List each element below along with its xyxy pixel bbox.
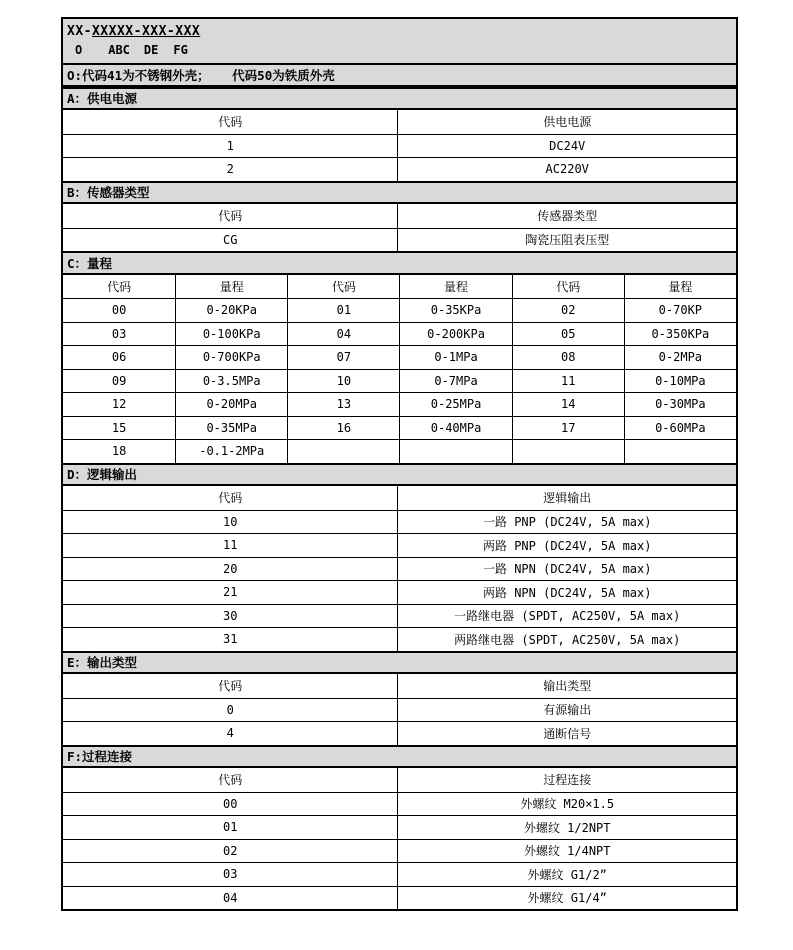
section-d-table <box>63 486 736 651</box>
data-cell: -0.1-2MPa <box>175 440 287 463</box>
data-cell: 0-40MPa <box>399 417 511 440</box>
data-cell: 4 <box>226 726 234 741</box>
code-letter-o: O <box>75 43 83 57</box>
section-c-range <box>63 251 736 463</box>
table-row <box>63 698 736 722</box>
header-cell: 量程 <box>399 275 511 299</box>
data-cell: 0-30MPa <box>624 393 736 416</box>
data-cell: 04 <box>287 323 399 346</box>
section-e-table <box>63 674 736 745</box>
data-cell: 0-10MPa <box>624 370 736 393</box>
data-cell: 0-20KPa <box>175 299 287 322</box>
data-cell: 两路 NPN (DC24V, 5A max) <box>397 581 736 604</box>
table-row <box>63 886 736 910</box>
table-row <box>63 228 736 252</box>
data-cell: CG <box>223 232 238 247</box>
model-code <box>67 23 736 41</box>
data-cell: 陶瓷压阻表压型 <box>397 229 736 252</box>
data-cell: 18 <box>111 444 127 459</box>
table-row <box>63 510 736 534</box>
table-row <box>63 839 736 863</box>
header-cell: 代码 <box>287 275 399 299</box>
header-cell: 代码 <box>218 115 243 130</box>
section-b-table <box>63 204 736 251</box>
data-cell: 外螺纹 M20×1.5 <box>397 793 736 816</box>
data-cell: 0 <box>226 702 234 717</box>
data-cell: 01 <box>287 299 399 322</box>
header-cell: 供电电源 <box>397 110 736 134</box>
code-letter-abc: ABC <box>108 43 130 57</box>
header-cell: 过程连接 <box>397 768 736 792</box>
section-e-output-type <box>63 651 736 745</box>
data-cell: 两路 PNP (DC24V, 5A max) <box>397 534 736 557</box>
data-cell: 0-1MPa <box>399 346 511 369</box>
data-cell: 0-7MPa <box>399 370 511 393</box>
data-cell: 0-100KPa <box>175 323 287 346</box>
data-cell <box>624 440 736 463</box>
section-f-process-connection <box>63 745 736 910</box>
section-band-e: E：输出类型 <box>63 651 736 675</box>
data-cell: 外螺纹 G1/2” <box>397 863 736 886</box>
data-cell: AC220V <box>397 158 736 181</box>
table-row <box>63 439 736 463</box>
header-cell: 量程 <box>175 275 287 299</box>
data-cell: 一路继电器 (SPDT, AC250V, 5A max) <box>397 605 736 628</box>
section-b-sensor-type <box>63 181 736 252</box>
header-cell: 代码 <box>218 773 243 788</box>
section-band-a: A：供电电源 <box>63 87 736 111</box>
data-cell: 30 <box>223 608 238 623</box>
data-cell: 10 <box>287 370 399 393</box>
table-header-row <box>63 110 736 134</box>
data-cell: 03 <box>111 326 127 341</box>
data-cell: 一路 PNP (DC24V, 5A max) <box>397 511 736 534</box>
section-band-d: D：逻辑输出 <box>63 463 736 487</box>
table-row <box>63 322 736 346</box>
table-row <box>63 815 736 839</box>
data-cell: 07 <box>287 346 399 369</box>
data-cell: 16 <box>287 417 399 440</box>
header-cell: 输出类型 <box>397 674 736 698</box>
data-cell: DC24V <box>397 135 736 158</box>
header-cell: 传感器类型 <box>397 204 736 228</box>
data-cell: 0-20MPa <box>175 393 287 416</box>
data-cell: 11 <box>223 538 238 553</box>
data-cell: 0-200KPa <box>399 323 511 346</box>
data-cell: 01 <box>223 820 238 835</box>
section-band-f: F:过程连接 <box>63 745 736 769</box>
code-letter-de: DE <box>143 43 159 57</box>
header-cell: 代码 <box>218 491 243 506</box>
table-row <box>63 627 736 651</box>
table-header-row <box>63 275 736 299</box>
section-band-o: O:代码41为不锈钢外壳； 代码50为铁质外壳 <box>63 63 736 87</box>
header-cell: 代码 <box>107 279 132 294</box>
data-cell <box>399 440 511 463</box>
model-code-prefix: XX- <box>67 24 92 39</box>
table-row <box>63 298 736 322</box>
section-a-table <box>63 110 736 181</box>
model-code-block <box>63 19 736 63</box>
data-cell: 外螺纹 1/4NPT <box>397 840 736 863</box>
header-cell: 量程 <box>624 275 736 299</box>
header-cell: 逻辑输出 <box>397 486 736 510</box>
table-row <box>63 580 736 604</box>
data-cell: 通断信号 <box>397 722 736 745</box>
data-cell: 10 <box>223 514 238 529</box>
table-header-row <box>63 674 736 698</box>
data-cell: 13 <box>287 393 399 416</box>
data-cell: 31 <box>223 632 238 647</box>
header-cell: 代码 <box>218 679 243 694</box>
data-cell: 06 <box>111 350 127 365</box>
data-cell: 0-350KPa <box>624 323 736 346</box>
data-cell: 00 <box>111 303 127 318</box>
table-header-row <box>63 204 736 228</box>
header-cell: 代码 <box>512 275 624 299</box>
table-row <box>63 416 736 440</box>
data-cell <box>287 440 399 463</box>
table-row <box>63 792 736 816</box>
section-band-c: C：量程 <box>63 251 736 275</box>
data-cell: 15 <box>111 420 127 435</box>
table-row <box>63 557 736 581</box>
data-cell: 0-2MPa <box>624 346 736 369</box>
data-cell: 17 <box>512 417 624 440</box>
data-cell: 有源输出 <box>397 699 736 722</box>
data-cell: 0-60MPa <box>624 417 736 440</box>
data-cell: 09 <box>111 373 127 388</box>
header-cell: 代码 <box>218 209 243 224</box>
table-row <box>63 533 736 557</box>
data-cell: 04 <box>223 890 238 905</box>
data-cell: 02 <box>512 299 624 322</box>
data-cell: 12 <box>111 397 127 412</box>
model-code-underlined: XXXXX-XXX-XXX <box>91 24 201 39</box>
section-d-logic-output <box>63 463 736 651</box>
data-cell: 0-35KPa <box>399 299 511 322</box>
data-cell: 0-25MPa <box>399 393 511 416</box>
data-cell: 03 <box>223 867 238 882</box>
table-row <box>63 134 736 158</box>
table-row <box>63 369 736 393</box>
table-header-row <box>63 486 736 510</box>
data-cell: 14 <box>512 393 624 416</box>
table-header-row <box>63 768 736 792</box>
data-cell: 2 <box>226 162 234 177</box>
data-cell: 外螺纹 G1/4” <box>397 887 736 910</box>
data-cell: 21 <box>223 585 238 600</box>
section-c-table <box>63 275 736 463</box>
table-row <box>63 862 736 886</box>
section-f-table <box>63 768 736 909</box>
data-cell: 两路继电器 (SPDT, AC250V, 5A max) <box>397 628 736 651</box>
data-cell: 00 <box>223 796 238 811</box>
data-cell: 08 <box>512 346 624 369</box>
data-cell: 0-35MPa <box>175 417 287 440</box>
data-cell: 20 <box>223 561 238 576</box>
table-row <box>63 392 736 416</box>
data-cell: 外螺纹 1/2NPT <box>397 816 736 839</box>
data-cell: 0-700KPa <box>175 346 287 369</box>
section-band-b: B：传感器类型 <box>63 181 736 205</box>
table-row <box>63 157 736 181</box>
data-cell: 02 <box>223 843 238 858</box>
data-cell: 11 <box>512 370 624 393</box>
code-letter-fg: FG <box>173 43 188 57</box>
data-cell: 05 <box>512 323 624 346</box>
data-cell: 一路 NPN (DC24V, 5A max) <box>397 558 736 581</box>
data-cell: 0-70KP <box>624 299 736 322</box>
section-a-power-supply <box>63 87 736 181</box>
table-row <box>63 604 736 628</box>
table-row <box>63 345 736 369</box>
data-cell: 0-3.5MPa <box>175 370 287 393</box>
data-cell: 1 <box>226 138 234 153</box>
model-code-spec-table <box>61 17 738 911</box>
data-cell <box>512 440 624 463</box>
code-letters <box>67 41 736 59</box>
table-row <box>63 721 736 745</box>
